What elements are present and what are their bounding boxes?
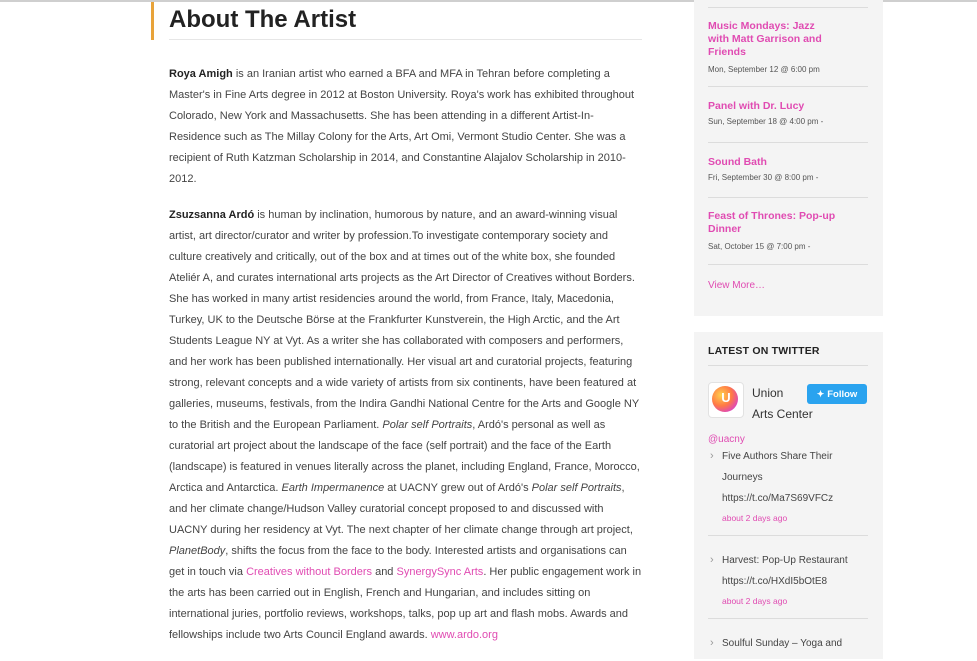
events-list xyxy=(708,0,868,293)
synergysync-arts-link[interactable]: SynergySync Arts xyxy=(396,566,484,578)
tweet-time[interactable]: about 2 days ago xyxy=(722,596,788,606)
creatives-without-borders-link[interactable]: Creatives without Borders xyxy=(246,566,373,578)
account-name[interactable] xyxy=(752,383,813,425)
event-date: Sun, September 18 @ 4:00 pm - xyxy=(708,117,824,126)
tweet-divider xyxy=(708,535,868,536)
event-title[interactable]: Sound Bath xyxy=(708,156,767,168)
upcoming-events-box xyxy=(694,0,883,316)
artist-name: Zsuzsanna Ardó xyxy=(169,209,255,221)
bio-italic: Polar self Portraits xyxy=(531,482,622,494)
tweet-text: Harvest: Pop-Up Restaurant xyxy=(722,555,848,566)
follow-label: Follow xyxy=(827,389,858,400)
tweet-item[interactable] xyxy=(708,633,868,654)
follow-button[interactable] xyxy=(807,384,867,404)
article xyxy=(151,0,642,661)
twitter-heading: LATEST ON TWITTER xyxy=(708,345,868,366)
event-item[interactable] xyxy=(708,8,868,87)
chevron-right-icon: › xyxy=(710,554,714,566)
bio-text: is an Iranian artist who earned a BFA and MFA in Tehran before completing a Master's in Fine Arts degree in 2012 at Boston University. Roya's work has exhibited throughout Colorado, New York and Massachusetts. She has been attending in a different Artist-In-Residence such as The Millay Colony for the Arts, Art Omi, Vermont Studio Center. She was a recipient of Ruth Katzman Scholarship in 2014, and Constantine Alajalov Scholarship in 2010-2012. xyxy=(169,68,635,185)
tweet-link[interactable]: https://t.co/HXdI5bOtE8 xyxy=(722,576,828,587)
handle-row xyxy=(708,429,745,447)
bio-text: . Her public engagement work in the arts has been carried out in English, French and Hungarian, and includes sitting on international juries, portfolio reviews, workshops, talks, pop up art and flash mobs. Awards and fellowships include two Arts Council England awards. xyxy=(169,566,642,641)
page-title: About The Artist xyxy=(169,2,642,40)
bio-text: is human by inclination, humorous by nature, and an award-winning visual artist, art director/curator and writer by profession.To investigate contemporary society and culture creatively and critically, out of the box and at times out of the white box, she founded Ateliér A, and curates international arts projects as the Art Director of Creatives without Borders. She has worked in many artist residencies around the world, from France, Italy, Macedonia, Turkey, UK to the Deutsche Börse at the Frankfurter Kunstverein, the High Arctic, and the Art Students League NY at Vyt. As a writer she has collaborated with composers and performers, and her work has been published internationally. Her visual art and curatorial projects, featuring strong, relevant concepts and a wide variety of artists from six continents, have been featured at galleries, museums, festivals, from the Indira Gandhi National Centre for the Arts and Google NY to the British and the European Parliament. xyxy=(169,209,639,431)
bio-text: , shifts the focus from the face to the body. Interested artists and organisations can get in touch via xyxy=(169,545,627,578)
ardo-website-link[interactable]: www.ardo.org xyxy=(430,629,498,641)
event-date: Sat, October 15 @ 7:00 pm - xyxy=(708,242,811,251)
tweet-time[interactable]: about 2 days ago xyxy=(722,513,788,523)
tweet-text: Soulful Sunday – Yoga and xyxy=(722,638,843,649)
tweet-item[interactable] xyxy=(708,446,868,536)
artist-bio-zsuzsanna xyxy=(169,205,642,646)
tweet-link[interactable]: https://t.co/Ma7S69VFCz xyxy=(722,493,834,504)
twitter-content xyxy=(708,345,868,659)
tweet-divider xyxy=(708,618,868,619)
bio-text: , Ardó's personal as well as curatorial art project about the landscape of the face (self portrait) and the face of the Earth (landscape) is featured in venues literally across the planet, including England, France, Morocco, Arctica and Antarctica. xyxy=(169,419,640,494)
account-avatar[interactable] xyxy=(708,382,744,418)
tweet-text: Five Authors Share Their xyxy=(722,451,833,462)
artist-bio-roya xyxy=(169,64,642,190)
event-item[interactable] xyxy=(708,87,868,143)
bio-text: and xyxy=(372,566,397,578)
view-more-link[interactable]: View More… xyxy=(708,280,766,291)
event-title[interactable]: Music Mondays: Jazz with Matt Garrison and Friends xyxy=(708,20,822,58)
chevron-right-icon: › xyxy=(710,450,714,462)
event-date: Mon, September 12 @ 6:00 pm xyxy=(708,65,820,74)
article-body xyxy=(151,38,642,646)
account-name-line: Union xyxy=(752,386,784,400)
event-item[interactable] xyxy=(708,143,868,198)
account-name-line: Arts Center xyxy=(752,407,813,421)
event-title[interactable]: Panel with Dr. Lucy xyxy=(708,100,805,112)
chevron-right-icon: › xyxy=(710,637,714,649)
event-item[interactable] xyxy=(708,198,868,265)
event-title[interactable]: Feast of Thrones: Pop-up Dinner xyxy=(708,210,836,235)
bio-italic: Earth Impermanence xyxy=(281,482,385,494)
heading-block xyxy=(151,2,642,40)
bio-italic: Polar self Portraits xyxy=(382,419,473,431)
tweet-item[interactable] xyxy=(708,550,868,619)
event-date: Fri, September 30 @ 8:00 pm - xyxy=(708,173,819,182)
twitter-box xyxy=(694,332,883,659)
view-more-row xyxy=(708,265,868,293)
artist-name: Roya Amigh xyxy=(169,68,233,80)
tweet-text: Journeys xyxy=(722,472,763,483)
twitter-bird-icon: ✦ xyxy=(816,389,825,399)
events-top-divider xyxy=(708,0,868,8)
bio-text: at UACNY grew out of Ardó's xyxy=(384,482,532,494)
twitter-handle-link[interactable]: @uacny xyxy=(708,434,745,445)
bio-italic: PlanetBody xyxy=(169,545,226,557)
logo-glyph: U xyxy=(721,390,731,405)
bio-text: , and her climate change/Hudson Valley curatorial concept proposed to and discussed with UACNY during her residency at Vyt. The next chapter of her climate change through art project, xyxy=(169,482,633,536)
